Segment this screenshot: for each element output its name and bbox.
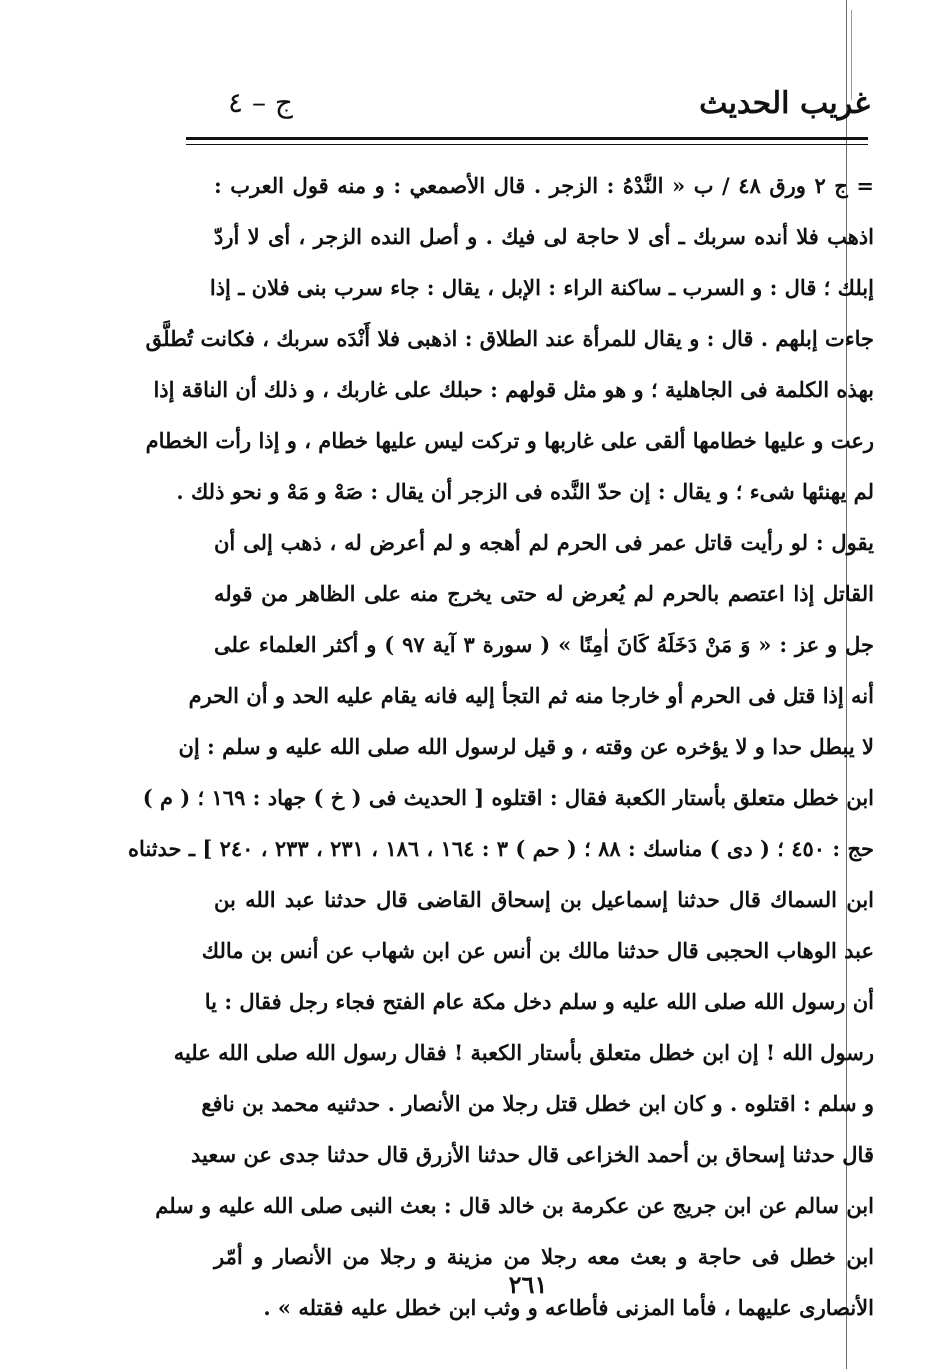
text-line: بهذه الكلمة فى الجاهلية ؛ و هو مثل قولهم : حبلك على غاربك ، و ذلك أن الناقة إذا (153, 377, 874, 402)
text-line: أن رسول الله صلى الله عليه و سلم دخل مكة عام الفتح فجاء رجل فقال : يا (204, 989, 874, 1014)
volume-number: ج – ٤ (228, 86, 293, 119)
text-line: جل و عز : « وَ مَنْ دَخَلَهُ كَانَ اٰمِنًا » ( سورة ٣ آية ٩٧ ) و أكثر العلماء على (214, 632, 874, 657)
text-line: قال حدثنا إسحاق بن أحمد الخزاعى قال حدثنا الأزرق قال حدثنا جدى عن سعيد (190, 1142, 874, 1167)
text-line: ابن خطل متعلق بأستار الكعبة فقال : اقتلوه [ الحديث فى ( خ ) جهاد : ١٦٩ ؛ ( م ) (142, 785, 874, 810)
book-title: غريب الحديث (699, 86, 870, 121)
text-line: و سلم : اقتلوه . و كان ابن خطل قتل رجلا من الأنصار . حدثنيه محمد بن نافع (201, 1091, 874, 1116)
text-line: لا يبطل حدا و لا يؤخره عن وقته ، و قيل لرسول الله صلى الله عليه و سلم : إن (178, 734, 874, 759)
running-header (190, 82, 870, 132)
header-rule-thin (186, 144, 868, 145)
text-line: لم يهنئها شىء ؛ و يقال : إن حدّ النَّده فى الزجر أن يقال : صَهْ و مَهْ و نحو ذلك . (176, 479, 874, 504)
text-line: = ج ٢ ورق ٤٨ / ب « النَّدْهُ : الزجر . قال الأصمعي : و منه قول العرب : (214, 173, 874, 198)
text-line: القاتل إذا اعتصم بالحرم لم يُعرض له حتى يخرج منه على الظاهر من قوله (214, 581, 874, 606)
main-text (127, 160, 874, 1333)
text-line: ابن السماك قال حدثنا إسماعيل بن إسحاق القاضى قال حدثنا عبد الله بن (214, 887, 874, 912)
text-line: إبلك ؛ قال : و السرب ـ ساكنة الراء : الإبل ، يقال : جاء سرب بنى فلان ـ إذا (209, 275, 874, 300)
text-line: عبد الوهاب الحجبى قال حدثنا مالك بن أنس عن ابن شهاب عن أنس بن مالك (201, 938, 874, 963)
header-rule-thick (186, 137, 868, 140)
text-line: جاءت إبلهم . قال : و يقال للمرأة عند الطلاق : اذهبى فلا أَنْدَه سربك ، فكانت تُطلَّق (145, 326, 874, 351)
text-line: اذهب فلا أنده سربك ـ أى لا حاجة لى فيك . و أصل النده الزجر ، أى لا أردّ (214, 224, 874, 249)
text-line: حج : ٤٥٠ ؛ ( دى ) مناسك : ٨٨ ؛ ( حم ) ٣ : ١٦٤ ، ١٨٦ ، ٢٣١ ، ٢٣٣ ، ٢٤٠ ] ـ حدثناه (127, 836, 874, 861)
text-line: يقول : لو رأيت قاتل عمر فى الحرم لم أهجه و لم أعرض له ، ذهب إلى أن (214, 530, 874, 555)
text-line: ابن سالم عن ابن جريج عن عكرمة بن خالد قال : بعث النبى صلى الله عليه و سلم (155, 1193, 874, 1218)
text-line: أنه إذا قتل فى الحرم أو خارجا منه ثم التجأ إليه فانه يقام عليه الحد و أن الحرم (188, 683, 874, 708)
text-line: رسول الله ! إن ابن خطل متعلق بأستار الكعبة ! فقال رسول الله صلى الله عليه (173, 1040, 874, 1065)
text-line: ابن خطل فى حاجة و بعث معه رجلا من مزينة و رجلا من الأنصار و أمّر (214, 1244, 874, 1269)
text-line: الأنصارى عليهما ، فأما المزنى فأطاعه و وثب ابن خطل عليه فقتله » . (263, 1295, 874, 1320)
page-number: ٢٦١ (508, 1270, 548, 1299)
text-line: رعت و عليها خطامها ألقى على غاربها و تركت ليس عليها خطام ، و إذا رأت الخطام (145, 428, 874, 453)
